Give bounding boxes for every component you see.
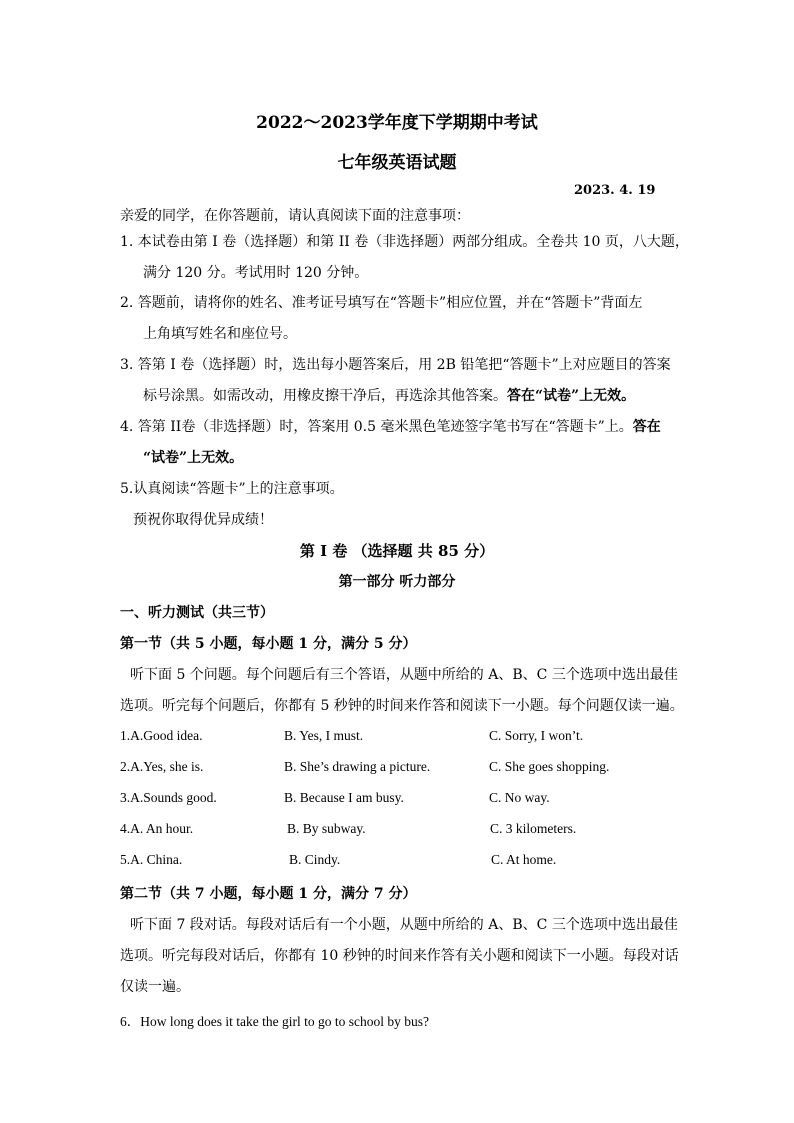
question-6: 6．How long does it take the girl to go to school by bus? xyxy=(120,1014,429,1029)
notice-item-1-line-2: 满分 120 分。考试用时 120 分钟。 xyxy=(143,265,369,281)
notice-item-2-line-1: 2. 答题前，请将你的姓名、准考证号填写在“答题卡”相应位置，并在“答题卡”背面左 xyxy=(120,295,643,311)
question-2-option-c: C. She goes shopping. xyxy=(489,759,610,774)
notice-item-2-line-2: 上角填写姓名和座位号。 xyxy=(143,326,297,342)
section-1-instruction-line-2: 选项。听完每个问题后，你都有 5 秒钟的时间来作答和阅读下一小题。每个问题仅读一遍。 xyxy=(120,698,684,714)
question-5-option-c: C. At home. xyxy=(491,852,557,867)
notice-item-4-line-1 xyxy=(120,416,661,436)
section-1-instruction-line-1: 听下面 5 个问题。每个问题后有三个答语，从题中所给的 A、B、C 三个选项中选出最佳 xyxy=(130,667,678,683)
exam-title: 2022～2023学年度下学期期中考试 xyxy=(256,113,538,133)
notice-item-3-line-2 xyxy=(143,385,635,405)
notice-item-4-emphasis: 答在 xyxy=(632,419,661,435)
question-4-option-b: B. By subway. xyxy=(287,821,366,836)
question-4-option-c: C. 3 kilometers. xyxy=(490,821,577,836)
notice-item-4-text: 4. 答第 II卷（非选择题）时，答案用 0.5 毫米黑色笔迹签字笔书写在“答题卡”上。 xyxy=(120,419,633,435)
question-1-option-c: C. Sorry, I won’t. xyxy=(489,728,584,743)
question-3-option-a: 3.A.Sounds good. xyxy=(120,790,217,805)
part-one-heading: 第 I 卷 （选择题 共 85 分） xyxy=(299,542,495,560)
listening-section-title: 一、听力测试（共三节） xyxy=(120,605,274,621)
question-1-option-a: 1.A.Good idea. xyxy=(120,728,203,743)
notice-intro: 亲爱的同学，在你答题前，请认真阅读下面的注意事项： xyxy=(120,208,470,224)
question-1-option-b: B. Yes, I must. xyxy=(284,728,364,743)
question-5-option-a: 5.A. China. xyxy=(120,852,183,867)
question-3-option-c: C. No way. xyxy=(489,790,550,805)
notice-item-1-line-1: 1. 本试卷由第 I 卷（选择题）和第 II 卷（非选择题）两部分组成。全卷共 10 页，八大题， xyxy=(120,234,689,250)
notice-item-3-emphasis: 答在“试卷”上无效。 xyxy=(507,388,636,404)
exam-subtitle: 七年级英语试题 xyxy=(337,153,457,173)
notice-item-3-line-1: 3. 答第 I 卷（选择题）时，选出每小题答案后，用 2B 铅笔把“答题卡”上对应题目的答案 xyxy=(120,357,671,373)
section-2-instruction-line-2: 选项。听完每段对话后，你都有 10 秒钟的时间来作答有关小题和阅读下一小题。每段对话 xyxy=(120,948,679,964)
section-2-instruction-line-3: 仅读一遍。 xyxy=(120,979,190,995)
notice-item-5: 5.认真阅读“答题卡”上的注意事项。 xyxy=(120,481,344,497)
section-1-title: 第一节（共 5 小题，每小题 1 分，满分 5 分） xyxy=(120,636,417,652)
notice-item-3-text: 标号涂黑。如需改动，用橡皮擦干净后，再选涂其他答案。 xyxy=(143,388,507,404)
notice-item-4-line-2: “试卷”上无效。 xyxy=(143,450,244,466)
part-one-subheading: 第一部分 听力部分 xyxy=(338,574,456,590)
question-2-option-b: B. She’s drawing a picture. xyxy=(284,759,431,774)
notice-wish: 预祝你取得优异成绩！ xyxy=(133,512,273,528)
question-2-option-a: 2.A.Yes, she is. xyxy=(120,759,204,774)
section-2-title: 第二节（共 7 小题，每小题 1 分，满分 7 分） xyxy=(120,886,417,902)
question-3-option-b: B. Because I am busy. xyxy=(284,790,404,805)
section-2-instruction-line-1: 听下面 7 段对话。每段对话后有一个小题，从题中所给的 A、B、C 三个选项中选出最佳 xyxy=(130,917,678,933)
question-4-option-a: 4.A. An hour. xyxy=(120,821,194,836)
exam-date: 2023. 4. 19 xyxy=(574,183,656,198)
question-5-option-b: B. Cindy. xyxy=(289,852,341,867)
